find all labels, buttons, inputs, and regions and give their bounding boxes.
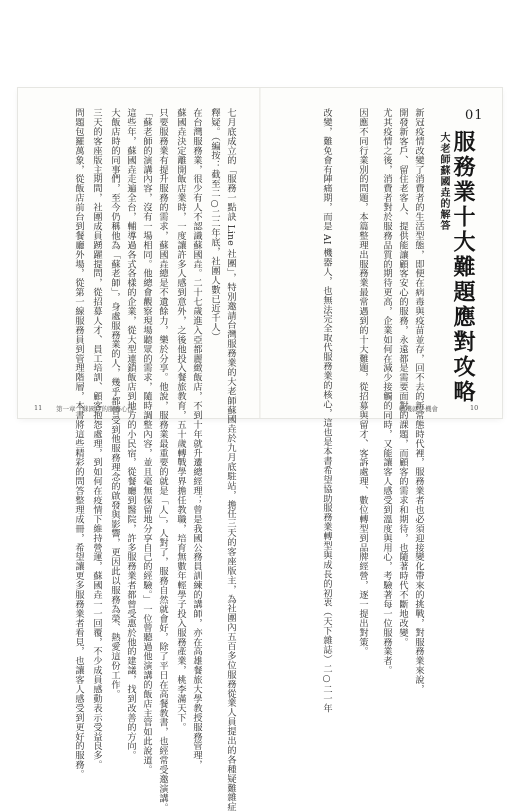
left-paragraph-3: 在台灣服務業，很少有人不認識蘇國垚。二十七歲進入亞都麗緻飯店，不到十年就升遷總經理；曾是我國公務員訓練的講師，亦在高雄餐旅大學教授服務管理，: [191, 108, 202, 770]
book-spread: [18, 88, 502, 812]
right-paragraph-2: 開發新客戶、留住老客人、提供能讓顧客安心的服務，永遠都是需要面對的課題，而顧客的需求和期待，也隨著時代不斷地改變。: [397, 108, 408, 647]
left-footer-chapter: 第一章 蘇國垚的服務心法: [56, 405, 134, 413]
left-paragraph-8: 大飯店時的同事們，至今仍稱他為「蘇老師」，身處服務業的人，幾乎都曾受到他服務理念的啟發與影響，更因此以服務為榮、熱愛這份工作。: [109, 108, 120, 699]
left-paragraph-1: 七月底成立的「服務一點訣 Line 社團」，特別邀請台灣服務業的大老師蘇國垚於九月底駐站，擔任三天的客座版主，為社團內五百多位服務從業人員提出的各種疑難雜症: [225, 108, 236, 812]
right-page-number: 10: [470, 404, 479, 412]
right-footer-title: 轉機就是機會: [399, 405, 438, 413]
chapter-subtitle: 大老師蘇國垚的解答: [438, 132, 449, 231]
left-paragraph-6: 「蘇老師的演講內容，沒有一場相同。他總會觀察現場聽眾的需求，隨時調整內容，並且毫無保留地分享自己的經驗。」一位曾聽過他演講的飯店主管如此說道。: [141, 108, 152, 775]
left-paragraph-4: 蘇國垚決定離開飯店業時，一度讓許多人感到意外，之後他投入餐旅教育，五十歲轉戰學界擔任教職，培育無數年輕學子投入服務產業，桃李滿天下。: [175, 108, 186, 732]
left-paragraph-7: 這些年，蘇國垚走遍全台，輔導過各式各樣的企業，從大型連鎖飯店到地方的小民宿，從餐廳到醫院，許多服務業者都曾受惠於他的建議，找到改善的方向。: [125, 108, 136, 761]
chapter-title: 服務業十大難題應對攻略: [450, 130, 476, 405]
book-gutter: [259, 88, 261, 418]
right-paragraph-3: 尤其疫情之後，消費者對於服務品質的期待更高，企業如何在減少接觸的同時，又能讓客人感受到溫度與用心，考驗著每一位服務業者。: [381, 108, 392, 675]
chapter-number: 01: [465, 108, 484, 123]
left-paragraph-9: 三天的客座版主期間，社團成員踴躍提問，從招募人才、員工培訓、顧客抱怨處理，到如何在疫情下維持營運，蘇國垚一一回覆，不少成員感動表示受益良多。: [91, 108, 102, 770]
right-paragraph-1: 新冠疫情改變了消費者的生活型態，即便在病毒與疫苗並存，回不去的新常態時代裡，服務業者也必須迎接變化帶來的挑戰，對服務業來說，: [413, 108, 424, 694]
left-paragraph-10: 問題包羅萬象，從飯店前台到餐廳外場，從第一線服務員到管理階層，本書將這些精彩的問答整理成冊，希望讓更多服務業者看見，也讓客人感受到更好的服務。: [73, 108, 84, 779]
left-paragraph-5: 只要服務業有提升服務的需求，蘇國垚總是不遺餘力，樂於分享。他說，服務業最重要的就是「人」，人對了，服務自然就會好，除了平日在高餐教書，也經常受邀演講。: [157, 108, 168, 812]
left-paragraph-2: 釋疑。（編按：截至二○二二年底，社團人數已近千人）: [209, 108, 220, 342]
left-page-number: 11: [34, 404, 43, 412]
right-paragraph-4: 因應不同行業別的問題，本篇整理出服務業最常遇到的十大難題，從招募與留才、客訴處理、數位轉型到品牌經營，逐一提出對策。: [357, 108, 368, 657]
right-paragraph-5: 改變，難免會有陣痛期，而是 AI 機器人，也無法完全取代服務業的核心，這也是本書希望協助服務業轉型與成長的初衷（天下雜誌）二○二一年: [321, 108, 332, 713]
